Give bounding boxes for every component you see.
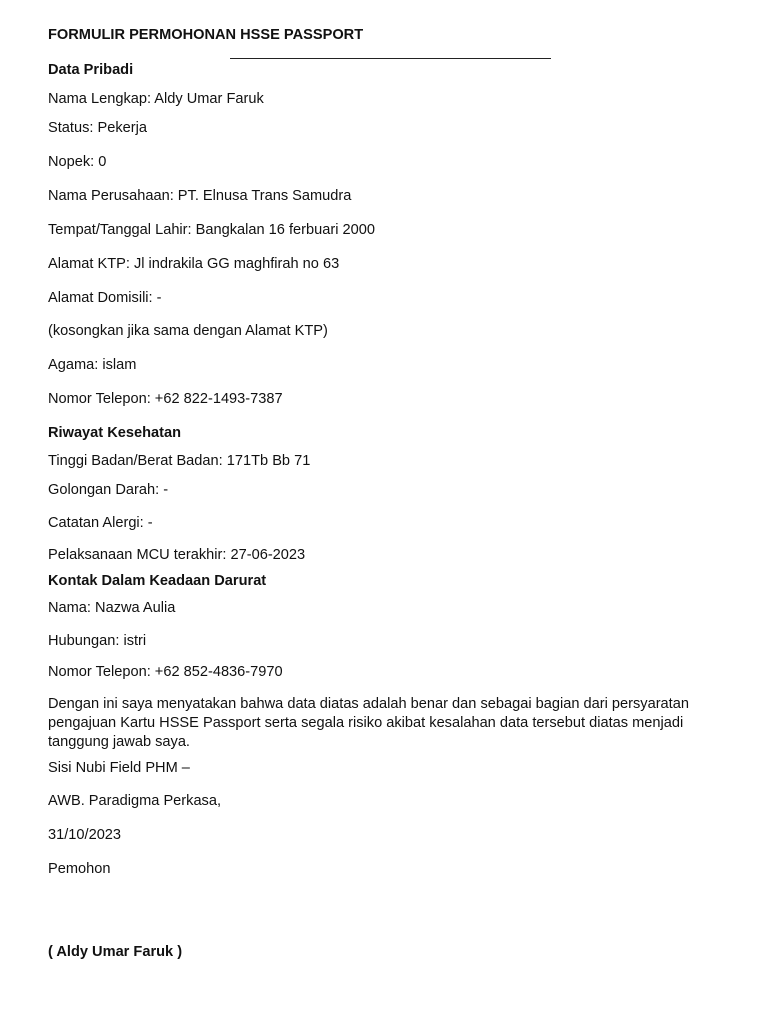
title-underline (230, 58, 551, 59)
closing-date: 31/10/2023 (48, 827, 122, 843)
full-name-line: Nama Lengkap: Aldy Umar Faruk (48, 91, 264, 107)
domicile-line: Alamat Domisili: - (48, 290, 162, 306)
status-line: Status: Pekerja (48, 120, 147, 136)
domicile-note: (kosongkan jika sama dengan Alamat KTP) (48, 323, 328, 339)
section-heading-emergency: Kontak Dalam Keadaan Darurat (48, 573, 267, 589)
form-title: FORMULIR PERMOHONAN HSSE PASSPORT (48, 27, 364, 43)
applicant-label: Pemohon (48, 861, 111, 877)
ktp-address-line: Alamat KTP: Jl indrakila GG maghfirah no 63 (48, 256, 340, 272)
religion-line: Agama: islam (48, 357, 137, 373)
last-mcu-line: Pelaksanaan MCU terakhir: 27-06-2023 (48, 547, 306, 563)
section-heading-personal: Data Pribadi (48, 62, 134, 78)
emergency-phone-line: Nomor Telepon: +62 852-4836-7970 (48, 664, 283, 680)
phone-line: Nomor Telepon: +62 822-1493-7387 (48, 391, 283, 407)
blood-type-line: Golongan Darah: - (48, 482, 169, 498)
height-weight-line: Tinggi Badan/Berat Badan: 171Tb Bb 71 (48, 453, 311, 469)
birth-line: Tempat/Tanggal Lahir: Bangkalan 16 ferbuari 2000 (48, 222, 375, 238)
allergy-line: Catatan Alergi: - (48, 515, 153, 531)
signature-name: ( Aldy Umar Faruk ) (48, 944, 183, 960)
closing-location: Sisi Nubi Field PHM – (48, 760, 190, 776)
section-heading-health: Riwayat Kesehatan (48, 425, 182, 441)
declaration-paragraph: Dengan ini saya menyatakan bahwa data diatas adalah benar dan sebagai bagian dari persyaratan pengajuan Kartu HSSE Passport serta segala risiko akibat kesalahan data tersebut diatas menjadi tanggung jawab saya. (48, 696, 689, 750)
company-line: Nama Perusahaan: PT. Elnusa Trans Samudra (48, 188, 352, 204)
nopek-line: Nopek: 0 (48, 154, 107, 170)
emergency-name-line: Nama: Nazwa Aulia (48, 600, 176, 616)
closing-company: AWB. Paradigma Perkasa, (48, 793, 222, 809)
emergency-relation-line: Hubungan: istri (48, 633, 147, 649)
